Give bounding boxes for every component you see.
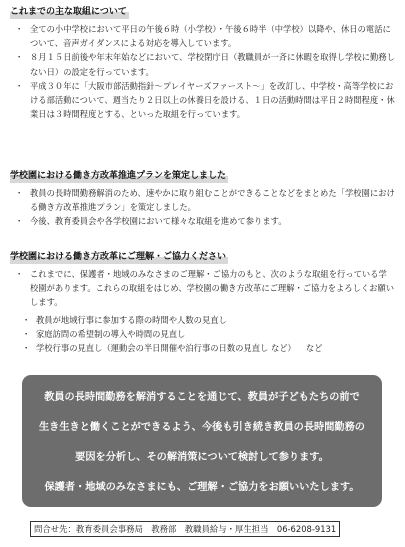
list-item: ・ 全ての小中学校において平日の午後６時（小学校）・午後６時半（中学校）以降や、休日の電話について、音声ガイダンスによる対応を導入しています。	[15, 24, 391, 49]
bullet-icon: ・	[15, 80, 24, 91]
list-item: ・ 教員が地域行事に参加する際の時間や人数の見直し	[22, 313, 392, 327]
callout-line: 要因を分析し、その解消策について検討して参ります。	[75, 452, 329, 463]
bullet-icon: ・	[15, 216, 24, 227]
message-callout	[22, 375, 382, 507]
bullet-icon: ・	[22, 315, 31, 325]
bullet-icon: ・	[22, 343, 31, 354]
callout-line: 生き生きと働くことができるよう、今後も引き続き教員の長時間勤務の	[39, 422, 365, 433]
list-item: ・ 学校行事の見直し（運動会の半日開催や泊行事の日数の見直し など） など	[22, 341, 392, 355]
callout-line: 保護者・地域のみなさまにも、ご理解・ご協力をお願いいたします。	[44, 482, 360, 493]
list-item: ・ 今後、教育委員会や各学校園において様々な取組を進めて参ります。	[13, 214, 395, 228]
bullet-icon: ・	[22, 329, 31, 340]
list-item: ・ 平成３０年に「大阪市部活動指針～プレイヤーズファースト～」を改訂し、中学校・高等学校における部活動について、週当たり２日以上の休養日を設ける、１日の活動時間は平日２時間程度・休業日は３時間程度とする、といった取組を行っています。	[15, 80, 395, 120]
example-efforts-list	[22, 313, 392, 356]
bullet-icon: ・	[15, 188, 24, 198]
list-item: ・ 教員の長時間勤務解消のため、速やかに取り組むことができることなどをまとめた「学校園における働き方改革推進プラン」を策定しました。	[15, 188, 395, 213]
list-item: ・ ８月１５日前後や年末年始などにおいて、学校閉庁日（教職員が一斉に休暇を取得し学校に勤務しない日）の設定を行っています。	[15, 52, 395, 77]
section-heading-current-efforts: これまでの主な取組について	[10, 7, 127, 17]
callout-line: 教員の長時間勤務を解消することを通じて、教員が子どもたちの前で	[44, 392, 360, 403]
reform-plan-list	[13, 186, 395, 229]
bullet-icon: ・	[15, 269, 24, 279]
current-efforts-list	[13, 22, 395, 121]
section-heading-reform-plan: 学校園における働き方改革推進プランを策定しました	[10, 171, 227, 181]
cooperation-intro: ・ これまでに、保護者・地域のみなさまのご理解・ご協力のもと、次のような取組を行っている学校園があります。これらの取組をはじめ、学校園の働き方改革にご理解・ご協力をよろしくお願いします。	[15, 269, 395, 308]
list-item: ・ 家庭訪問の希望制の導入や時間の見直し	[22, 327, 392, 341]
bullet-icon: ・	[15, 52, 24, 63]
bullet-icon: ・	[15, 24, 24, 34]
contact-info: 問合せ先：教育委員会事務局 教務部 教職員給与・厚生担当 06-6208-9131	[30, 521, 340, 537]
section-heading-cooperation: 学校園における働き方改革にご理解・ご協力ください	[10, 252, 227, 262]
